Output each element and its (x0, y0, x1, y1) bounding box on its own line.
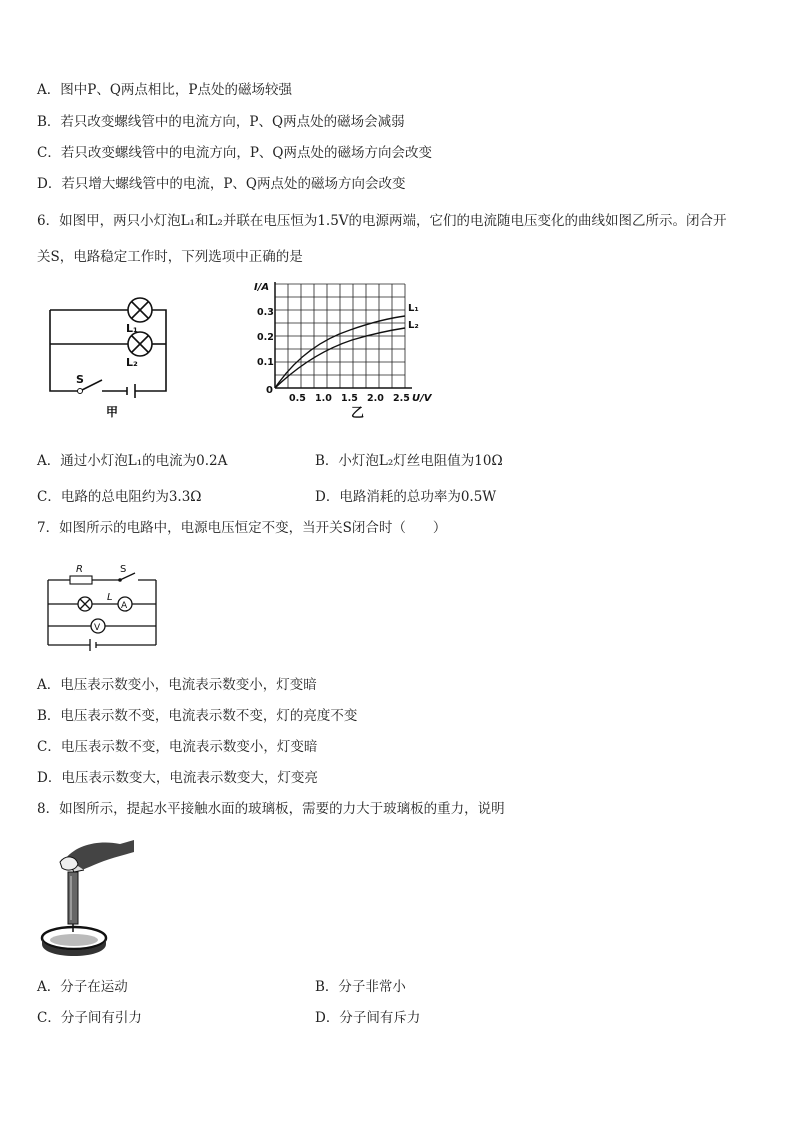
q7-circuit-diagram (40, 560, 165, 658)
q5-option-d: D．若只增大螺线管中的电流，P、Q两点处的磁场方向会改变 (37, 176, 406, 192)
q8-option-a: A．分子在运动 (37, 979, 128, 995)
q6-option-b: B．小灯泡L₂灯丝电阻值为10Ω (315, 453, 503, 469)
q7-voltmeter-label: V (94, 623, 101, 633)
q6-xtick-2.0: 2.0 (367, 393, 384, 404)
q8-option-c: C．分子间有引力 (37, 1010, 142, 1026)
q7-resistor-label: R (76, 564, 83, 575)
q6-xtick-1.0: 1.0 (315, 393, 332, 404)
q6-ytick-0.2: 0.2 (257, 332, 274, 343)
q6-graph-caption: 乙 (351, 406, 365, 421)
q6-circuit-diagram (40, 288, 180, 423)
q7-option-d: D．电压表示数变大，电流表示数变大，灯变亮 (37, 770, 318, 786)
q6-lamp1-label: L₁ (126, 322, 138, 335)
q7-option-a: A．电压表示数变小，电流表示数变小，灯变暗 (37, 677, 317, 693)
q6-xtick-1.5: 1.5 (341, 393, 358, 404)
q8-stem: 8．如图所示，提起水平接触水面的玻璃板，需要的力大于玻璃板的重力，说明 (37, 801, 505, 817)
q8-option-d: D．分子间有斥力 (315, 1010, 421, 1026)
q6-stem-line2: 关S，电路稳定工作时，下列选项中正确的是 (37, 249, 303, 265)
q6-stem-line1: 6．如图甲，两只小灯泡L₁和L₂并联在电压恒为1.5V的电源两端，它们的电流随电压变化的曲线如图乙所示。闭合开 (37, 213, 727, 229)
q6-circuit-caption: 甲 (106, 405, 119, 419)
q7-lamp-label: L (107, 592, 113, 603)
q6-curve1-label: L₁ (408, 303, 419, 314)
q6-lamp2-label: L₂ (126, 356, 138, 369)
q6-xtick-2.5: 2.5 (393, 393, 410, 404)
q6-graph-ylabel: I/A (254, 282, 270, 293)
q5-option-a: A．图中P、Q两点相比，P点处的磁场较强 (37, 82, 292, 98)
q6-option-a: A．通过小灯泡L₁的电流为0.2A (37, 453, 228, 469)
q8-glass-plate-figure (38, 836, 138, 961)
q7-stem: 7．如图所示的电路中，电源电压恒定不变，当开关S闭合时（ ） (37, 520, 447, 536)
q7-ammeter-label: A (121, 601, 128, 611)
q6-iu-graph (240, 276, 440, 424)
q8-option-b: B．分子非常小 (315, 979, 406, 995)
q6-ytick-0.3: 0.3 (257, 307, 274, 318)
q6-option-d: D．电路消耗的总功率为0.5W (315, 489, 497, 505)
q6-graph-xlabel: U/V (412, 393, 432, 404)
q7-switch-label: S (120, 564, 127, 575)
q6-ytick-0.1: 0.1 (257, 357, 274, 368)
q7-option-b: B．电压表示数不变，电流表示数不变，灯的亮度不变 (37, 708, 358, 724)
q6-switch-label: S (76, 373, 84, 386)
q6-graph-origin: 0 (266, 385, 273, 396)
q6-option-c: C．电路的总电阻约为3.3Ω (37, 489, 202, 505)
q6-curve2-label: L₂ (408, 320, 419, 331)
q5-option-c: C．若只改变螺线管中的电流方向，P、Q两点处的磁场方向会改变 (37, 145, 432, 161)
q5-option-b: B．若只改变螺线管中的电流方向，P、Q两点处的磁场会减弱 (37, 114, 405, 130)
q6-xtick-0.5: 0.5 (289, 393, 306, 404)
q7-option-c: C．电压表示数不变，电流表示数变小，灯变暗 (37, 739, 318, 755)
